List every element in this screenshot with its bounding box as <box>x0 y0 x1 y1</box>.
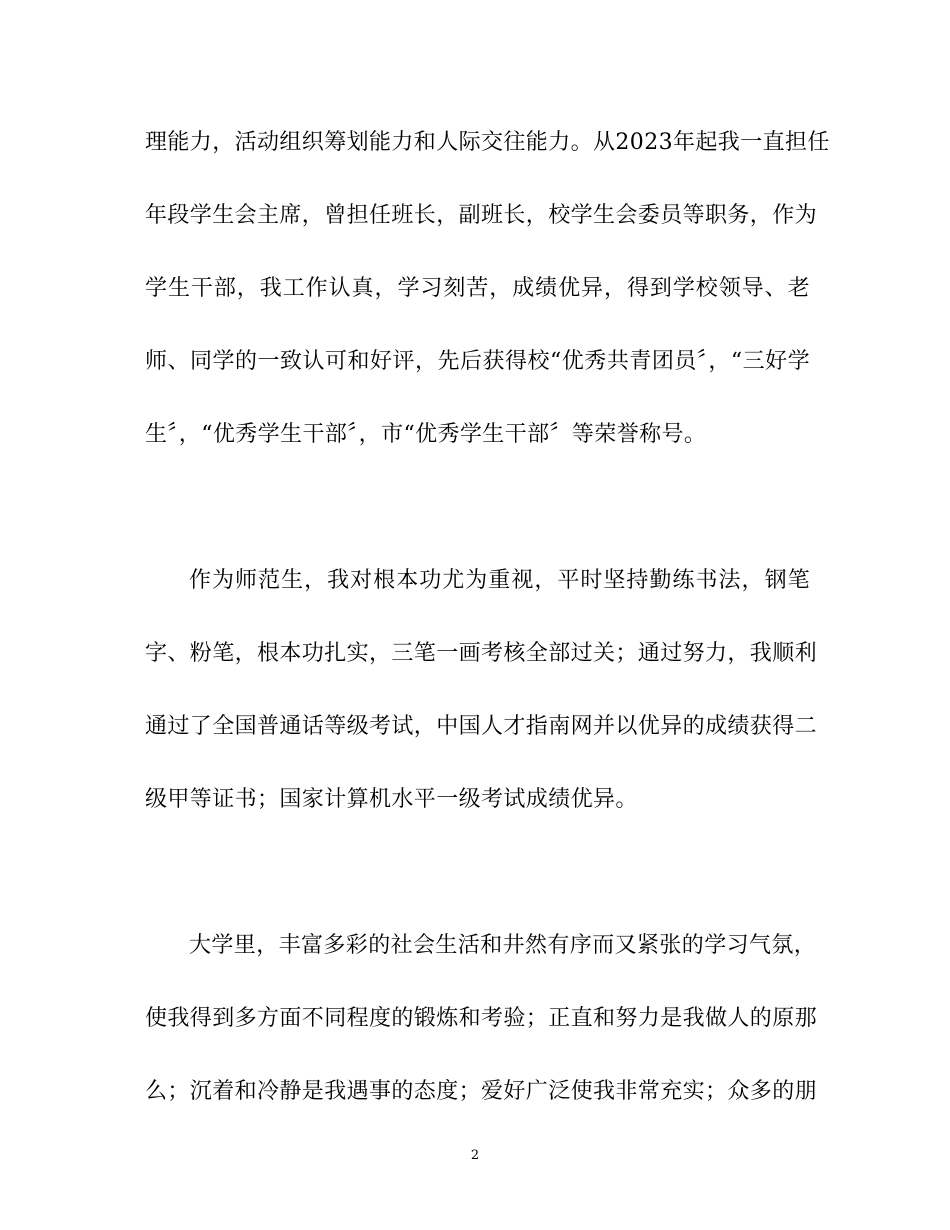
paragraph-2-line-1: 作为师范生，我对根本功尤为重视，平时坚持勤练书法，钢笔 <box>189 568 810 593</box>
paragraph-3-line-3: 么；沉着和冷静是我遇事的态度；爱好广泛使我非常充实；众多的朋 <box>145 1079 818 1104</box>
paragraph-1-line-2: 年段学生会主席，曾担任班长，副班长，校学生会委员等职务，作为 <box>145 203 818 228</box>
paragraph-2-line-3: 通过了全国普通话等级考试，中国人才指南网并以优异的成绩获得二 <box>145 714 818 739</box>
paragraph-1-line-5: 生〞，“优秀学生干部〞，市“优秀学生干部〞等荣誉称号。 <box>145 422 707 447</box>
paragraph-3-line-1: 大学里，丰富多彩的社会生活和井然有序而又紧张的学习气氛， <box>189 933 817 958</box>
paragraph-3-line-2: 使我得到多方面不同程度的锻炼和考验；正直和努力是我做人的原那 <box>145 1006 818 1031</box>
paragraph-1-line-4: 师、同学的一致认可和好评，先后获得校“优秀共青团员〞，“三好学 <box>145 349 810 374</box>
paragraph-2-line-2: 字、粉笔，根本功扎实，三笔一画考核全部过关；通过努力，我顺利 <box>145 641 818 666</box>
paragraph-1-line-1: 理能力，活动组织筹划能力和人际交往能力。从2023年起我一直担任 <box>145 130 830 155</box>
paragraph-1-line-3: 学生干部，我工作认真，学习刻苦，成绩优异，得到学校领导、老 <box>145 276 810 301</box>
page-number: 2 <box>470 1148 480 1163</box>
paragraph-2-line-4: 级甲等证书；国家计算机水平一级考试成绩优异。 <box>145 787 638 812</box>
